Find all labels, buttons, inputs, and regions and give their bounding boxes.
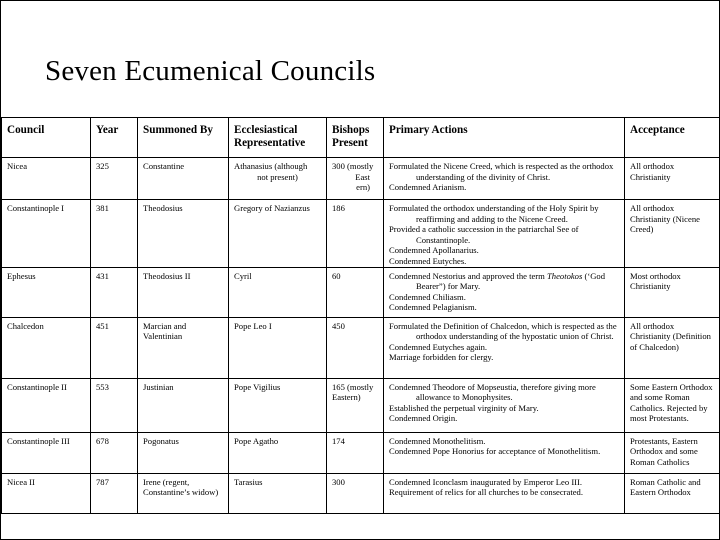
cell-actions xyxy=(384,158,625,200)
cell-actions xyxy=(384,200,625,268)
cell-acceptance: Most orthodox Christianity xyxy=(625,267,720,317)
cell-actions xyxy=(384,267,625,317)
action-line: Condemned Eutyches again. xyxy=(389,341,488,352)
table-row xyxy=(2,200,720,268)
action-line: Condemned Chiliasm. xyxy=(389,291,466,302)
action-term: Theotokos xyxy=(547,270,583,281)
cell-representative xyxy=(229,473,327,513)
bishops-text: 174 xyxy=(332,435,345,446)
cell-actions xyxy=(384,473,625,513)
cell-actions xyxy=(384,378,625,432)
table-row xyxy=(2,317,720,378)
cell-representative xyxy=(229,378,327,432)
cell-acceptance: All orthodox Christianity (Nicene Creed) xyxy=(625,200,720,268)
representative-name: Pope Agatho xyxy=(234,435,279,446)
bishops-text: 165 (mostly Eastern) xyxy=(332,381,374,403)
cell-acceptance: All orthodox Christianity (Definition of Chalcedon) xyxy=(625,317,720,378)
table-row xyxy=(2,432,720,473)
cell-council: Ephesus xyxy=(2,267,91,317)
cell-year: 381 xyxy=(91,200,138,268)
bishops-text: 300 xyxy=(332,476,345,487)
cell-bishops xyxy=(327,317,384,378)
cell-council: Constantinople I xyxy=(2,200,91,268)
action-line: Condemned Iconclasm inaugurated by Emperor Leo III. xyxy=(389,476,583,487)
cell-bishops xyxy=(327,432,384,473)
cell-actions xyxy=(384,432,625,473)
action-line: Condemned Origin. xyxy=(389,413,458,424)
slide-title: Seven Ecumenical Councils xyxy=(45,55,376,87)
cell-council: Nicea II xyxy=(2,473,91,513)
representative-name: Gregory of Nazianzus xyxy=(234,203,310,213)
action-line: Provided a catholic succession in the patriarchal See of Constantinople. xyxy=(389,224,579,245)
header-representative: Ecclesiastical Representative xyxy=(229,118,327,158)
cell-year: 787 xyxy=(91,473,138,513)
cell-acceptance: Some Eastern Orthodox and some Roman Catholics. Rejected by most Protestants. xyxy=(625,378,720,432)
action-line: Formulated the Definition of Chalcedon, which is respected as the orthodox understanding of the hypostatic union of Christ. xyxy=(389,320,617,342)
action-line: Established the perpetual virginity of Mary. xyxy=(389,402,539,413)
action-line: Condemned Theodore of Mopseustia, therefore giving more allowance to Monophysites. xyxy=(389,381,596,403)
action-line: Condemned Apollanarius. xyxy=(389,245,479,256)
cell-bishops xyxy=(327,158,384,200)
bishops-text: 450 xyxy=(332,320,345,331)
bishops-text: 60 xyxy=(332,270,341,281)
action-line: Condemned Monothelitism. xyxy=(389,435,486,446)
action-line: Formulated the orthodox understanding of the Holy Spirit by reaffirming and adding to the Nicene Creed. xyxy=(389,203,599,224)
cell-summoned-by: Irene (regent, Constantine’s widow) xyxy=(138,473,229,513)
cell-representative xyxy=(229,267,327,317)
cell-bishops xyxy=(327,473,384,513)
representative-note: not present) xyxy=(257,171,298,182)
cell-year: 325 xyxy=(91,158,138,200)
cell-acceptance: Roman Catholic and Eastern Orthodox xyxy=(625,473,720,513)
table-row xyxy=(2,378,720,432)
representative-name: Cyril xyxy=(234,270,252,281)
cell-bishops xyxy=(327,378,384,432)
cell-representative xyxy=(229,200,327,268)
bishops-text: 300 (mostly xyxy=(332,161,374,171)
action-text: Condemned Nestorius and approved the term xyxy=(389,270,547,281)
header-row xyxy=(2,118,720,158)
action-line: Condemned Pelagianism. xyxy=(389,302,477,313)
cell-year: 451 xyxy=(91,317,138,378)
cell-summoned-by: Theodosius xyxy=(138,200,229,268)
bishops-text: East xyxy=(355,171,370,182)
table-body xyxy=(2,158,720,514)
action-line xyxy=(389,271,619,292)
cell-council: Constantinople III xyxy=(2,432,91,473)
cell-acceptance: Protestants, Eastern Orthodox and some Roman Catholics xyxy=(625,432,720,473)
header-year: Year xyxy=(91,118,138,158)
cell-representative xyxy=(229,432,327,473)
header-acceptance: Acceptance xyxy=(625,118,720,158)
table-row xyxy=(2,158,720,200)
cell-council: Chalcedon xyxy=(2,317,91,378)
cell-summoned-by: Marcian and Valentinian xyxy=(138,317,229,378)
cell-bishops xyxy=(327,267,384,317)
action-line: Condemned Eutyches. xyxy=(389,255,467,266)
header-bishops: Bishops Present xyxy=(327,118,384,158)
action-line: Formulated the Nicene Creed, which is respected as the orthodox understanding of the divinity of Christ. xyxy=(389,161,614,182)
action-line: Condemned Arianism. xyxy=(389,182,467,193)
action-text: (‘God Bearer”) for Mary. xyxy=(416,270,606,292)
cell-acceptance: All orthodox Christianity xyxy=(625,158,720,200)
cell-council: Constantinople II xyxy=(2,378,91,432)
bishops-text: 186 xyxy=(332,203,345,213)
representative-name: Tarasius xyxy=(234,476,263,487)
cell-year: 678 xyxy=(91,432,138,473)
representative-name: Pope Vigilius xyxy=(234,381,281,392)
cell-representative xyxy=(229,158,327,200)
header-summoned-by: Summoned By xyxy=(138,118,229,158)
cell-summoned-by: Theodosius II xyxy=(138,267,229,317)
representative-name: Pope Leo I xyxy=(234,320,272,331)
cell-summoned-by: Constantine xyxy=(138,158,229,200)
table-row xyxy=(2,267,720,317)
action-line: Marriage forbidden for clergy. xyxy=(389,352,494,363)
action-line: Requirement of relics for all churches to be consecrated. xyxy=(389,487,583,498)
bishops-text: ern) xyxy=(356,182,370,193)
cell-actions xyxy=(384,317,625,378)
councils-table xyxy=(1,117,720,514)
cell-bishops xyxy=(327,200,384,268)
table-row xyxy=(2,473,720,513)
cell-year: 553 xyxy=(91,378,138,432)
cell-summoned-by: Pogonatus xyxy=(138,432,229,473)
cell-summoned-by: Justinian xyxy=(138,378,229,432)
representative-name: Athanasius (although xyxy=(234,161,308,171)
cell-representative xyxy=(229,317,327,378)
header-council: Council xyxy=(2,118,91,158)
header-actions: Primary Actions xyxy=(384,118,625,158)
action-line: Condemned Pope Honorius for acceptance of Monothelitism. xyxy=(389,446,601,457)
cell-council: Nicea xyxy=(2,158,91,200)
cell-year: 431 xyxy=(91,267,138,317)
